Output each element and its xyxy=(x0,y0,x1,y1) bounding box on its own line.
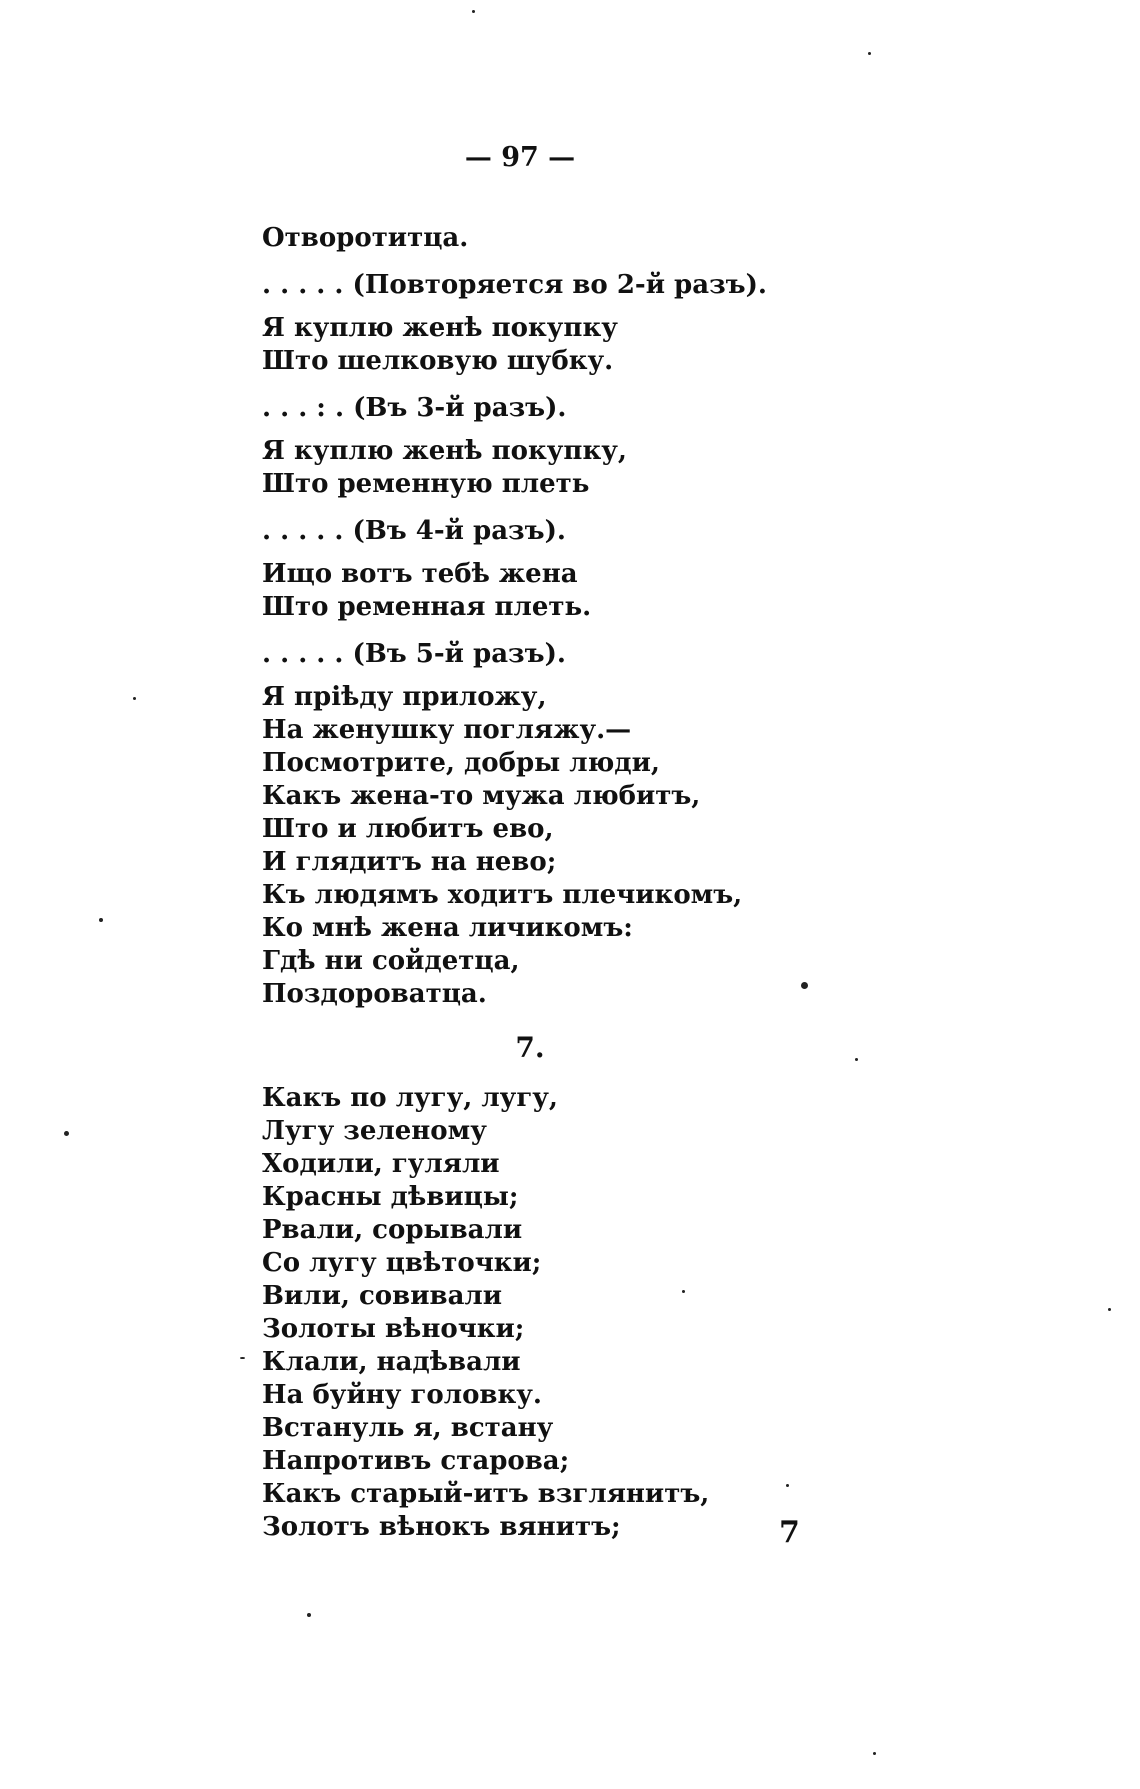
verse-line: Посмотрите, добры люди, xyxy=(262,748,660,778)
scan-speck xyxy=(64,1131,69,1136)
verse-line: Я куплю женѣ покупку, xyxy=(262,436,627,466)
verse-line: Я пріѣду приложу, xyxy=(262,682,547,712)
scan-speck xyxy=(682,1290,685,1293)
song-line: Какъ по лугу, лугу, xyxy=(262,1083,558,1113)
text-body xyxy=(262,222,862,1544)
verse-line: Я куплю женѣ покупку xyxy=(262,313,618,343)
stanza-d-marker: . . . . . (Въ 5-й разъ). xyxy=(262,639,566,669)
verse-line: Гдѣ ни сойдетца, xyxy=(262,946,520,976)
song-line: Лугу зеленому xyxy=(262,1116,487,1146)
verse-line: Ищо вотъ тебѣ жена xyxy=(262,559,578,589)
scan-speck xyxy=(472,10,475,13)
scan-speck xyxy=(786,1484,789,1487)
verse-line: На женушку погляжу.— xyxy=(262,715,632,745)
song-line: Какъ старый-итъ взглянитъ, xyxy=(262,1479,710,1509)
song-line: Красны дѣвицы; xyxy=(262,1182,519,1212)
song-line: Со лугу цвѣточки; xyxy=(262,1248,542,1278)
song-line: Золотъ вѣнокъ вянитъ; xyxy=(262,1512,621,1542)
stanza-c-marker: . . . . . (Въ 4-й разъ). xyxy=(262,516,566,546)
scan-speck xyxy=(801,982,808,989)
scan-speck xyxy=(1108,1308,1111,1311)
scan-speck xyxy=(868,52,871,55)
verse-line: Што ременную плеть xyxy=(262,469,590,499)
verse-line: Што ременная плеть. xyxy=(262,592,592,622)
scan-speck xyxy=(240,1357,245,1359)
song-line: Ходили, гуляли xyxy=(262,1149,500,1179)
page-number: — 97 — xyxy=(464,142,576,173)
verse-line: Къ людямъ ходитъ плечикомъ, xyxy=(262,880,743,910)
verse-line: Што и любитъ ево, xyxy=(262,814,554,844)
song-number: 7. xyxy=(515,1031,545,1064)
verse-line: Што шелковую шубку. xyxy=(262,346,614,376)
verse-line: И глядитъ на нево; xyxy=(262,847,557,877)
stanza-a-marker: . . . . . (Повторяется во 2-й разъ). xyxy=(262,270,767,300)
song-line: Вили, совивали xyxy=(262,1281,503,1311)
scan-speck xyxy=(307,1613,311,1617)
song-line: На буйну головку. xyxy=(262,1380,542,1410)
song-line: Клали, надѣвали xyxy=(262,1347,521,1377)
scan-speck xyxy=(133,697,136,700)
song-line: Встануль я, встану xyxy=(262,1413,554,1443)
signature-mark: 7 xyxy=(779,1515,800,1550)
scan-speck xyxy=(855,1058,858,1061)
scan-speck xyxy=(873,1752,876,1755)
opening-line: Отворотитца. xyxy=(262,223,469,253)
scan-speck xyxy=(99,918,103,922)
song-line: Напротивъ старова; xyxy=(262,1446,570,1476)
verse-line: Поздороватца. xyxy=(262,979,487,1009)
song-line: Рвали, сорывали xyxy=(262,1215,523,1245)
song-line: Золоты вѣночки; xyxy=(262,1314,525,1344)
stanza-b-marker: . . . : . (Въ 3-й разъ). xyxy=(262,393,567,423)
verse-line: Какъ жена-то мужа любитъ, xyxy=(262,781,701,811)
verse-line: Ко мнѣ жена личикомъ: xyxy=(262,913,633,943)
